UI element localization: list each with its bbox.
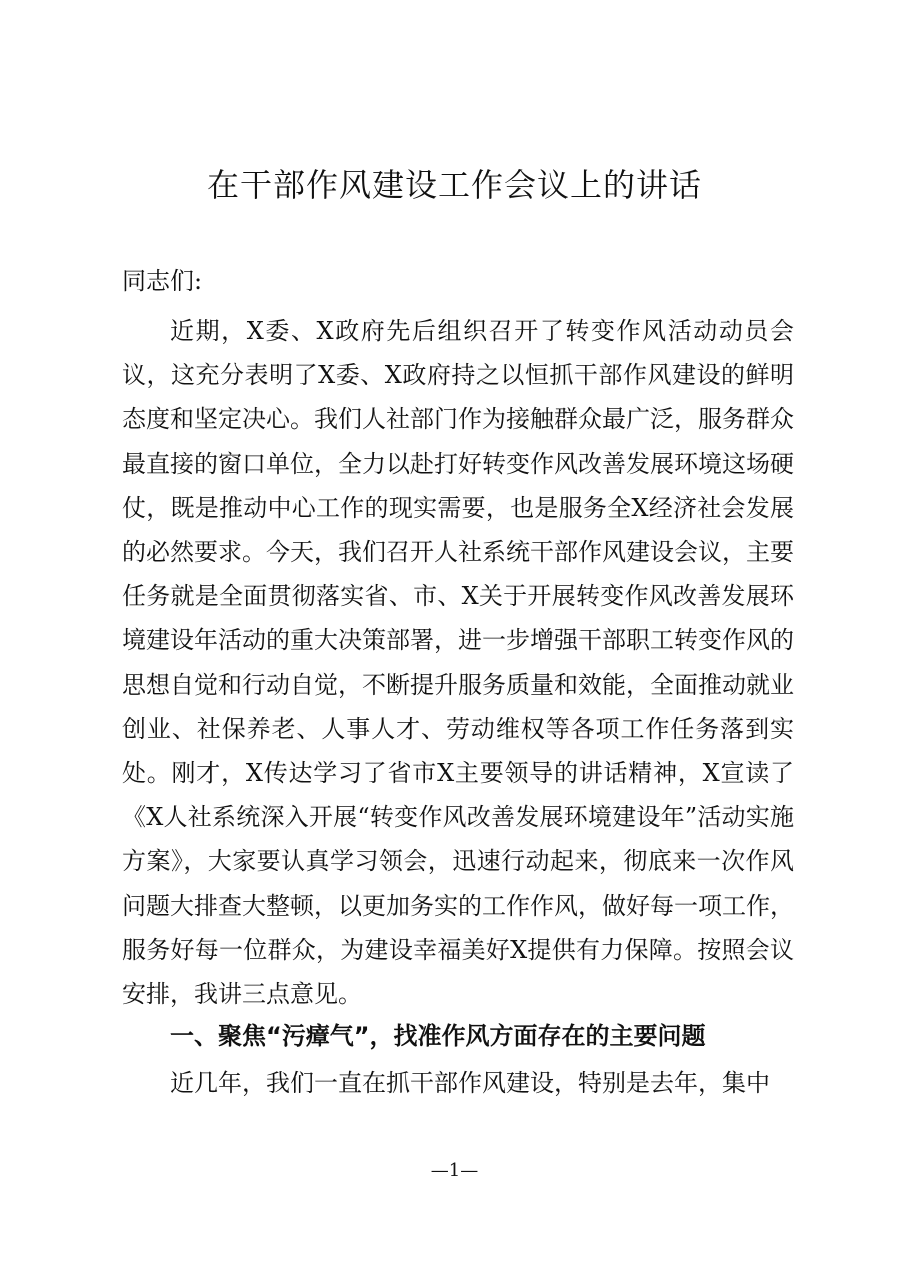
page-number: —1— (430, 1160, 479, 1181)
document-title: 在干部作风建设工作会议上的讲话 (206, 166, 702, 204)
body-paragraph-1: 近期，X委、X政府先后组织召开了转变作风活动动员会议，这充分表明了X委、X政府持之以恒抓干部作风建设的鲜明态度和坚定决心。我们人社部门作为接触群众最广泛，服务群众最直接的窗口单位，全力以赴打好转变作风改善发展环境这场硬仗，既是推动中心工作的现实需要，也是服务全X经济社会发展的必然要求。今天，我们召开人社系统干部作风建设会议，主要任务就是全面贯彻落实省、市、X关于开展转变作风改善发展环境建设年活动的重大决策部署，进一步增强干部职工转变作风的思想自觉和行动自觉，不断提升服务质量和效能，全面推动就业创业、社保养老、人事人才、劳动维权等各项工作任务落到实处。刚才，X传达学习了省市X主要领导的讲话精神，X宣读了《X人社系统深入开展“转变作风改善发展环境建设年”活动实施方案》，大家要认真学习领会，迅速行动起来，彻底来一次作风问题大排查大整顿，以更加务实的工作作风，做好每一项工作，服务好每一位群众，为建设幸福美好X提供有力保障。按照会议安排，我讲三点意见。 (122, 317, 794, 1009)
salutation: 同志们: (122, 267, 203, 295)
body-paragraph-2: 近几年，我们一直在抓干部作风建设，特别是去年，集中 (170, 1069, 770, 1097)
section-heading-1: 一、聚焦“污瘴气”，找准作风方面存在的主要问题 (170, 1022, 706, 1050)
